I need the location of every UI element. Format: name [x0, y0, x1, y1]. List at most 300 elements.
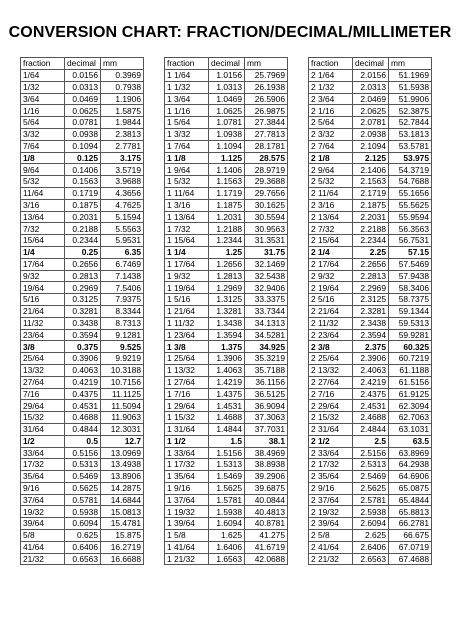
table-row [165, 435, 288, 447]
fraction-cell: 1/32 [21, 81, 65, 93]
decimal-cell: 0.2656 [65, 258, 101, 270]
fraction-cell: 1 25/64 [165, 353, 209, 365]
fraction-cell: 2 1/4 [309, 246, 353, 258]
table-row [165, 176, 288, 188]
mm-cell: 39.6875 [245, 482, 288, 494]
fraction-cell: 1 9/16 [165, 482, 209, 494]
decimal-cell: 0.2031 [65, 211, 101, 223]
table-row [21, 223, 144, 235]
mm-cell: 0.7938 [101, 81, 144, 93]
decimal-cell: 2.5156 [353, 447, 389, 459]
fraction-cell: 2 11/64 [309, 187, 353, 199]
fraction-cell: 1 5/32 [165, 176, 209, 188]
table-row [165, 93, 288, 105]
table-row [165, 164, 288, 176]
decimal-cell: 0.1563 [65, 176, 101, 188]
fraction-cell: 1 21/32 [165, 553, 209, 565]
fraction-cell: 2 3/8 [309, 341, 353, 353]
mm-cell: 59.1344 [389, 305, 432, 317]
fraction-cell: 1 17/32 [165, 459, 209, 471]
fraction-cell: 15/32 [21, 412, 65, 424]
mm-cell: 28.9719 [245, 164, 288, 176]
table-row [21, 364, 144, 376]
decimal-cell: 1.0156 [209, 70, 245, 82]
decimal-cell: 0.625 [65, 530, 101, 542]
table-row [165, 223, 288, 235]
fraction-cell: 21/32 [21, 553, 65, 565]
decimal-cell: 1.625 [209, 530, 245, 542]
decimal-cell: 0.0156 [65, 70, 101, 82]
table-row [21, 105, 144, 117]
decimal-cell: 1.0938 [209, 128, 245, 140]
fraction-cell: 2 3/64 [309, 93, 353, 105]
table-row [21, 81, 144, 93]
fraction-cell: 2 7/64 [309, 140, 353, 152]
decimal-cell: 2.3438 [353, 317, 389, 329]
fraction-cell: 19/64 [21, 282, 65, 294]
fraction-cell: 2 9/32 [309, 270, 353, 282]
fraction-cell: 2 1/8 [309, 152, 353, 164]
decimal-cell: 1.2813 [209, 270, 245, 282]
section-1-to-2 [164, 57, 288, 565]
table-row [309, 341, 432, 353]
decimal-cell: 0.5 [65, 435, 101, 447]
mm-cell: 13.4938 [101, 459, 144, 471]
fraction-cell: 3/64 [21, 93, 65, 105]
mm-cell: 36.1156 [245, 376, 288, 388]
table-row [309, 376, 432, 388]
table-row [309, 459, 432, 471]
fraction-cell: 15/64 [21, 235, 65, 247]
table-row [165, 412, 288, 424]
table-row [21, 459, 144, 471]
mm-cell: 9.1281 [101, 329, 144, 341]
mm-cell: 40.4813 [245, 506, 288, 518]
fraction-cell: 1 13/32 [165, 364, 209, 376]
mm-cell: 3.9688 [101, 176, 144, 188]
fraction-cell: 1 1/2 [165, 435, 209, 447]
decimal-cell: 0.3594 [65, 329, 101, 341]
table-row [165, 494, 288, 506]
fraction-cell: 1 3/64 [165, 93, 209, 105]
mm-cell: 55.5625 [389, 199, 432, 211]
decimal-cell: 0.5156 [65, 447, 101, 459]
header-row [21, 58, 144, 70]
fraction-cell: 2 21/32 [309, 553, 353, 565]
fraction-cell: 9/64 [21, 164, 65, 176]
table-row [21, 176, 144, 188]
mm-cell: 64.6906 [389, 471, 432, 483]
fraction-cell: 1 33/64 [165, 447, 209, 459]
decimal-cell: 1.5469 [209, 471, 245, 483]
header-fraction: fraction [21, 58, 65, 70]
mm-cell: 37.7031 [245, 423, 288, 435]
table-row [309, 471, 432, 483]
table-row [309, 128, 432, 140]
mm-cell: 53.1813 [389, 128, 432, 140]
table-row [165, 81, 288, 93]
mm-cell: 15.4781 [101, 518, 144, 530]
table-row [309, 223, 432, 235]
table-row [21, 258, 144, 270]
mm-cell: 15.875 [101, 530, 144, 542]
table-row [21, 294, 144, 306]
fraction-cell: 2 21/64 [309, 305, 353, 317]
table-row [165, 518, 288, 530]
decimal-cell: 1.5781 [209, 494, 245, 506]
fraction-cell: 11/64 [21, 187, 65, 199]
decimal-cell: 0.4531 [65, 400, 101, 412]
mm-cell: 35.7188 [245, 364, 288, 376]
mm-cell: 31.75 [245, 246, 288, 258]
mm-cell: 7.9375 [101, 294, 144, 306]
mm-cell: 53.5781 [389, 140, 432, 152]
fraction-cell: 2 1/2 [309, 435, 353, 447]
conversion-table [20, 57, 144, 565]
fraction-cell: 17/32 [21, 459, 65, 471]
table-row [165, 471, 288, 483]
mm-cell: 11.5094 [101, 400, 144, 412]
mm-cell: 52.3875 [389, 105, 432, 117]
fraction-cell: 13/32 [21, 364, 65, 376]
mm-cell: 31.3531 [245, 235, 288, 247]
fraction-cell: 2 5/16 [309, 294, 353, 306]
conversion-table [308, 57, 432, 565]
fraction-cell: 2 3/16 [309, 199, 353, 211]
fraction-cell: 21/64 [21, 305, 65, 317]
mm-cell: 8.3344 [101, 305, 144, 317]
header-decimal: decimal [65, 58, 101, 70]
table-row [21, 317, 144, 329]
table-row [309, 412, 432, 424]
table-row [165, 305, 288, 317]
table-row [21, 435, 144, 447]
decimal-cell: 1.1563 [209, 176, 245, 188]
fraction-cell: 9/16 [21, 482, 65, 494]
fraction-cell: 2 15/64 [309, 235, 353, 247]
mm-cell: 5.9531 [101, 235, 144, 247]
mm-cell: 40.0844 [245, 494, 288, 506]
header-mm: mm [389, 58, 432, 70]
decimal-cell: 1.4531 [209, 400, 245, 412]
fraction-cell: 1/2 [21, 435, 65, 447]
table-row [309, 506, 432, 518]
decimal-cell: 0.6406 [65, 541, 101, 553]
decimal-cell: 1.0469 [209, 93, 245, 105]
mm-cell: 67.4688 [389, 553, 432, 565]
fraction-cell: 2 11/32 [309, 317, 353, 329]
decimal-cell: 1.3125 [209, 294, 245, 306]
fraction-cell: 1 1/4 [165, 246, 209, 258]
chart-title: CONVERSION CHART: FRACTION/DECIMAL/MILLIMETER [8, 24, 452, 41]
table-row [165, 105, 288, 117]
mm-cell: 57.5469 [389, 258, 432, 270]
fraction-cell: 1 15/64 [165, 235, 209, 247]
fraction-cell: 1 5/8 [165, 530, 209, 542]
fraction-cell: 17/64 [21, 258, 65, 270]
fraction-cell: 2 39/64 [309, 518, 353, 530]
fraction-cell: 1 9/64 [165, 164, 209, 176]
fraction-cell: 1 7/64 [165, 140, 209, 152]
table-row [309, 482, 432, 494]
mm-cell: 67.0719 [389, 541, 432, 553]
fraction-cell: 31/64 [21, 423, 65, 435]
decimal-cell: 2.125 [353, 152, 389, 164]
mm-cell: 11.9063 [101, 412, 144, 424]
decimal-cell: 1.5938 [209, 506, 245, 518]
table-row [165, 235, 288, 247]
decimal-cell: 0.2969 [65, 282, 101, 294]
mm-cell: 34.925 [245, 341, 288, 353]
fraction-cell: 1 7/32 [165, 223, 209, 235]
fraction-cell: 1 1/32 [165, 81, 209, 93]
decimal-cell: 0.6094 [65, 518, 101, 530]
mm-cell: 16.2719 [101, 541, 144, 553]
table-row [309, 530, 432, 542]
mm-cell: 57.15 [389, 246, 432, 258]
decimal-cell: 0.0469 [65, 93, 101, 105]
decimal-cell: 2.1094 [353, 140, 389, 152]
table-row [309, 81, 432, 93]
decimal-cell: 0.5781 [65, 494, 101, 506]
decimal-cell: 2.6563 [353, 553, 389, 565]
table-row [165, 541, 288, 553]
fraction-cell: 1/16 [21, 105, 65, 117]
decimal-cell: 1.4219 [209, 376, 245, 388]
table-row [309, 187, 432, 199]
fraction-cell: 1 17/64 [165, 258, 209, 270]
fraction-cell: 35/64 [21, 471, 65, 483]
table-row [21, 329, 144, 341]
decimal-cell: 0.2188 [65, 223, 101, 235]
decimal-cell: 1.4844 [209, 423, 245, 435]
mm-cell: 64.2938 [389, 459, 432, 471]
decimal-cell: 1.4375 [209, 388, 245, 400]
decimal-cell: 2.2969 [353, 282, 389, 294]
table-row [21, 494, 144, 506]
decimal-cell: 2.3594 [353, 329, 389, 341]
mm-cell: 27.7813 [245, 128, 288, 140]
mm-cell: 16.6688 [101, 553, 144, 565]
decimal-cell: 1.5625 [209, 482, 245, 494]
fraction-cell: 3/8 [21, 341, 65, 353]
decimal-cell: 2.1875 [353, 199, 389, 211]
fraction-cell: 1 7/16 [165, 388, 209, 400]
mm-cell: 26.9875 [245, 105, 288, 117]
fraction-cell: 1 41/64 [165, 541, 209, 553]
fraction-cell: 2 41/64 [309, 541, 353, 553]
mm-cell: 5.5563 [101, 223, 144, 235]
fraction-cell: 2 13/64 [309, 211, 353, 223]
table-row [165, 341, 288, 353]
mm-cell: 8.7313 [101, 317, 144, 329]
mm-cell: 2.3813 [101, 128, 144, 140]
decimal-cell: 1.2969 [209, 282, 245, 294]
decimal-cell: 0.125 [65, 152, 101, 164]
fraction-cell: 5/64 [21, 117, 65, 129]
fraction-cell: 2 19/32 [309, 506, 353, 518]
table-row [165, 506, 288, 518]
fraction-cell: 33/64 [21, 447, 65, 459]
fraction-cell: 29/64 [21, 400, 65, 412]
fraction-cell: 3/16 [21, 199, 65, 211]
fraction-cell: 1 31/64 [165, 423, 209, 435]
table-row [309, 518, 432, 530]
mm-cell: 28.1781 [245, 140, 288, 152]
fraction-cell: 1/8 [21, 152, 65, 164]
mm-cell: 38.8938 [245, 459, 288, 471]
mm-cell: 7.1438 [101, 270, 144, 282]
mm-cell: 40.8781 [245, 518, 288, 530]
fraction-cell: 2 9/64 [309, 164, 353, 176]
table-row [21, 270, 144, 282]
mm-cell: 12.3031 [101, 423, 144, 435]
fraction-cell: 2 1/32 [309, 81, 353, 93]
fraction-cell: 1 23/64 [165, 329, 209, 341]
mm-cell: 36.5125 [245, 388, 288, 400]
decimal-cell: 2.2188 [353, 223, 389, 235]
decimal-cell: 1.375 [209, 341, 245, 353]
decimal-cell: 1.1875 [209, 199, 245, 211]
decimal-cell: 2.625 [353, 530, 389, 542]
table-row [165, 246, 288, 258]
table-row [309, 541, 432, 553]
mm-cell: 12.7 [101, 435, 144, 447]
table-row [309, 176, 432, 188]
fraction-cell: 11/32 [21, 317, 65, 329]
mm-cell: 5.1594 [101, 211, 144, 223]
decimal-cell: 1.4063 [209, 364, 245, 376]
table-row [21, 388, 144, 400]
fraction-cell: 2 15/32 [309, 412, 353, 424]
decimal-cell: 0.4844 [65, 423, 101, 435]
decimal-cell: 0.1406 [65, 164, 101, 176]
table-row [21, 423, 144, 435]
decimal-cell: 0.5313 [65, 459, 101, 471]
decimal-cell: 1.25 [209, 246, 245, 258]
mm-cell: 52.7844 [389, 117, 432, 129]
table-row [165, 447, 288, 459]
table-row [309, 211, 432, 223]
decimal-cell: 1.6094 [209, 518, 245, 530]
table-row [309, 117, 432, 129]
decimal-cell: 0.6563 [65, 553, 101, 565]
table-row [21, 341, 144, 353]
decimal-cell: 1.2188 [209, 223, 245, 235]
table-row [21, 305, 144, 317]
fraction-cell: 1 3/16 [165, 199, 209, 211]
fraction-cell: 1 19/32 [165, 506, 209, 518]
table-row [309, 494, 432, 506]
fraction-cell: 1 35/64 [165, 471, 209, 483]
mm-cell: 14.2875 [101, 482, 144, 494]
header-row [165, 58, 288, 70]
decimal-cell: 1.3438 [209, 317, 245, 329]
decimal-cell: 2.4219 [353, 376, 389, 388]
decimal-cell: 0.5938 [65, 506, 101, 518]
decimal-cell: 0.0313 [65, 81, 101, 93]
mm-cell: 41.275 [245, 530, 288, 542]
mm-cell: 33.3375 [245, 294, 288, 306]
decimal-cell: 1.3594 [209, 329, 245, 341]
mm-cell: 3.5719 [101, 164, 144, 176]
table-row [309, 235, 432, 247]
table-row [21, 140, 144, 152]
fraction-cell: 2 3/32 [309, 128, 353, 140]
table-row [309, 258, 432, 270]
fraction-cell: 2 25/64 [309, 353, 353, 365]
mm-cell: 0.3969 [101, 70, 144, 82]
mm-cell: 34.5281 [245, 329, 288, 341]
fraction-cell: 1 39/64 [165, 518, 209, 530]
table-row [309, 164, 432, 176]
decimal-cell: 2.2031 [353, 211, 389, 223]
header-fraction: fraction [309, 58, 353, 70]
mm-cell: 26.5906 [245, 93, 288, 105]
table-row [21, 117, 144, 129]
table-row [309, 353, 432, 365]
mm-cell: 66.2781 [389, 518, 432, 530]
mm-cell: 42.0688 [245, 553, 288, 565]
mm-cell: 4.7625 [101, 199, 144, 211]
decimal-cell: 2.4375 [353, 388, 389, 400]
mm-cell: 32.9406 [245, 282, 288, 294]
table-row [21, 530, 144, 542]
mm-cell: 11.1125 [101, 388, 144, 400]
decimal-cell: 0.2813 [65, 270, 101, 282]
mm-cell: 4.3656 [101, 187, 144, 199]
mm-cell: 55.9594 [389, 211, 432, 223]
fraction-cell: 2 1/64 [309, 70, 353, 82]
mm-cell: 27.3844 [245, 117, 288, 129]
decimal-cell: 2.2813 [353, 270, 389, 282]
decimal-cell: 1.6406 [209, 541, 245, 553]
decimal-cell: 2.4844 [353, 423, 389, 435]
table-row [165, 140, 288, 152]
fraction-cell: 2 1/16 [309, 105, 353, 117]
mm-cell: 41.6719 [245, 541, 288, 553]
table-row [165, 70, 288, 82]
mm-cell: 63.8969 [389, 447, 432, 459]
fraction-cell: 1 1/64 [165, 70, 209, 82]
table-row [309, 447, 432, 459]
fraction-cell: 2 17/64 [309, 258, 353, 270]
mm-cell: 14.6844 [101, 494, 144, 506]
fraction-cell: 7/32 [21, 223, 65, 235]
decimal-cell: 0.0938 [65, 128, 101, 140]
fraction-cell: 2 13/32 [309, 364, 353, 376]
mm-cell: 54.3719 [389, 164, 432, 176]
decimal-cell: 0.1094 [65, 140, 101, 152]
table-row [21, 164, 144, 176]
decimal-cell: 0.375 [65, 341, 101, 353]
decimal-cell: 0.5625 [65, 482, 101, 494]
table-row [309, 388, 432, 400]
mm-cell: 65.0875 [389, 482, 432, 494]
decimal-cell: 1.3906 [209, 353, 245, 365]
mm-cell: 29.3688 [245, 176, 288, 188]
decimal-cell: 2.0469 [353, 93, 389, 105]
fraction-cell: 1 9/32 [165, 270, 209, 282]
decimal-cell: 2.0781 [353, 117, 389, 129]
table-row [165, 423, 288, 435]
fraction-cell: 1 21/64 [165, 305, 209, 317]
fraction-cell: 2 35/64 [309, 471, 353, 483]
decimal-cell: 2.5 [353, 435, 389, 447]
fraction-cell: 2 5/64 [309, 117, 353, 129]
fraction-cell: 2 33/64 [309, 447, 353, 459]
decimal-cell: 0.3906 [65, 353, 101, 365]
